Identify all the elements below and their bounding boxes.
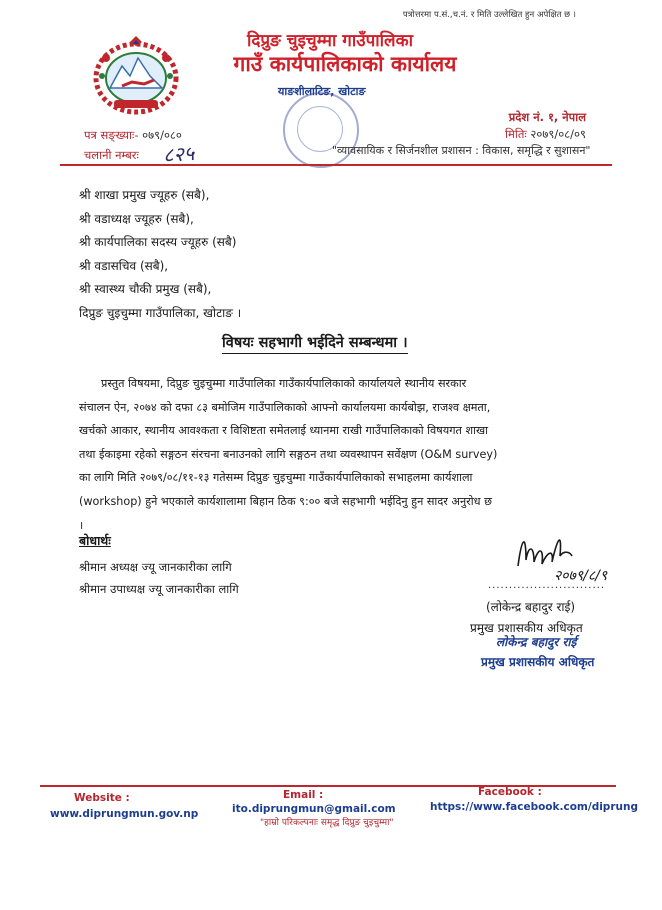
letter-subject: विषयः सहभागी भईदिने सम्बन्धमा ।: [222, 332, 408, 354]
office-address: याङशीलाटिङ, खोटाङ: [278, 85, 366, 98]
footer-email-link[interactable]: ito.diprungmun@gmail.com: [232, 803, 396, 815]
footer-website-link[interactable]: www.diprungmun.gov.np: [50, 808, 199, 820]
footer-email-label: Email :: [283, 789, 324, 801]
body-line: संचालन ऐन, २०७४ को दफा ८३ बमोजिम गाउँपालिकाको आफ्नो कार्यालयमा कार्यबोझ, राजश्व क्षमता,: [79, 400, 491, 414]
recipient-item: श्री कार्यपालिका सदस्य ज्यूहरु (सबै): [79, 235, 237, 249]
cc-list: [79, 556, 239, 600]
letter-body: [79, 372, 585, 537]
signer-name: (लोकेन्द्र बहादुर राई): [486, 600, 576, 614]
signer-title: प्रमुख प्रशासकीय अधिकृत: [470, 621, 583, 635]
footer-slogan: "हाम्रो परिकल्पनाः समृद्ध दिप्रुङ चुइचुम्मा": [260, 818, 394, 828]
body-line: तथा ईकाइमा रहेको सङ्गठन संरचना बनाउनको लागि सङ्गठन तथा व्यवस्थापन सर्वेक्षण (O&M survey): [79, 447, 498, 461]
footer-website-label: Website :: [74, 792, 130, 804]
stamp-signer-name: लोकेन्द्र बहादुर राई: [496, 635, 577, 649]
body-line: प्रस्तुत विषयमा, दिप्रुङ चुइचुम्मा गाउँपालिका गाउँकार्यपालिकाको कार्यालयले स्थानीय सरकार: [101, 377, 467, 390]
ref-label: पत्र सङ्ख्याः-: [84, 128, 139, 142]
nepal-emblem-icon: [92, 36, 180, 116]
footer-facebook-label: Facebook :: [478, 786, 542, 798]
top-note: पत्राेत्तरमा प.सं.,च.नं. र मिति उल्लेखित हुन अपेक्षित छ ।: [402, 10, 576, 20]
recipient-item: श्री वडासचिव (सबै),: [79, 258, 169, 273]
signature-line: ............................: [488, 580, 606, 591]
letter-date: [505, 127, 586, 142]
date-value: २०७९/०८/०९: [530, 127, 586, 141]
body-line: खर्चको आकार, स्थानीय आवश्कता र विशिष्टता समेतलाई ध्यानमा राखी गाउँपालिकाको विषयगत शाखा: [79, 424, 489, 438]
municipality-name: दिप्रुङ चुइचुम्मा गाउँपालिका: [246, 31, 414, 51]
recipient-item: श्री वडाध्यक्ष ज्यूहरु (सबै),: [79, 211, 194, 226]
dispatch-number-handwritten: ८२५: [162, 140, 196, 168]
recipient-item: दिप्रुङ चुइचुम्मा गाउँपालिका, खोटाङ ।: [79, 305, 242, 320]
signature-icon: [512, 526, 612, 586]
office-name: गाउँ कार्यपालिकाको कार्यालय: [233, 52, 457, 76]
recipient-item: श्री शाखा प्रमुख ज्यूहरु (सबै),: [79, 188, 210, 202]
dispatch-number-label: चलानी नम्बरः: [84, 148, 139, 162]
footer-facebook-link[interactable]: https://www.facebook.com/diprung: [430, 801, 638, 813]
stamp-signer-title: प्रमुख प्रशासकीय अधिकृत: [481, 655, 595, 669]
cc-item: श्रीमान उपाध्यक्ष ज्यू जानकारीका लागि: [79, 582, 239, 596]
body-line: ।: [79, 518, 84, 532]
body-line: का लागि मिति २०७९/०८/११-१३ गतेसम्म दिप्रुङ चुइचुम्मा गाउँकार्यपालिकाको सभाहलमा कार्यशाला: [79, 471, 473, 485]
cc-item: श्रीमान अध्यक्ष ज्यू जानकारीका लागि: [79, 560, 232, 574]
province-label: प्रदेश नं. १, नेपाल: [508, 110, 586, 124]
cc-heading: बोधार्थः: [79, 533, 111, 548]
signature-date: २०७९/८/९: [554, 568, 608, 584]
body-line: (workshop) हुने भएकाले कार्यशालामा बिहान ठिक ९:०० बजे सहभागी भईदिनु हुन सादर अनुरोध छ: [79, 494, 492, 508]
header-divider: [60, 164, 612, 166]
recipient-item: श्री स्वास्थ्य चौकी प्रमुख (सबै),: [79, 282, 212, 296]
date-label: मितिः: [505, 127, 527, 141]
ref-value: ०७९/०८०: [142, 128, 182, 142]
office-motto: "व्यावसायिक र सिर्जनशील प्रशासन : विकास, समृद्धि र सुशासन": [332, 144, 591, 157]
recipient-list: [79, 184, 241, 325]
